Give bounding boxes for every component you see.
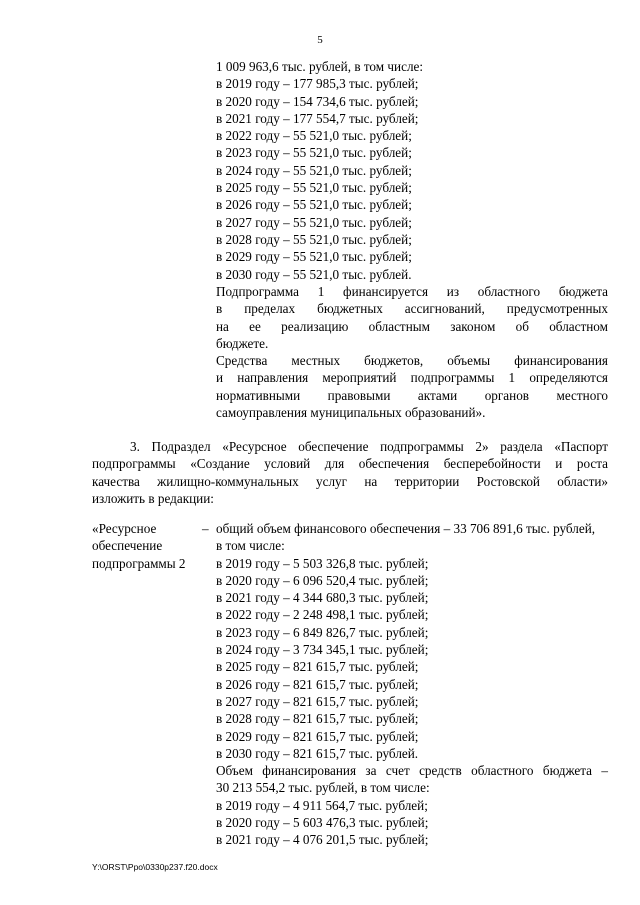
section-3-line: подпрограммы «Создание условий для обеспечения бесперебойности и роста <box>92 456 608 472</box>
resource-label-line: подпрограммы 2 <box>92 555 186 571</box>
paragraph-line: самоуправления муниципальных образований». <box>216 404 486 420</box>
section-3-line: 3. Подраздел «Ресурсное обеспечение подпрограммы 2» раздела «Паспорт <box>130 439 608 454</box>
funding-line: в 2023 году – 55 521,0 тыс. рублей; <box>216 145 412 161</box>
resource-line: в 2020 году – 5 603 476,3 тыс. рублей; <box>216 815 429 831</box>
resource-line: в 2027 году – 821 615,7 тыс. рублей; <box>216 693 419 709</box>
section-3-line: качества жилищно-коммунальных услуг на территории Ростовской области» <box>92 473 608 489</box>
resource-line: в 2023 году – 6 849 826,7 тыс. рублей; <box>216 624 429 640</box>
paragraph-regional-budget <box>216 283 608 352</box>
funding-line: в 2026 году – 55 521,0 тыс. рублей; <box>216 197 412 213</box>
funding-line: в 2020 году – 154 734,6 тыс. рублей; <box>216 93 419 109</box>
resource-line: в 2025 году – 821 615,7 тыс. рублей; <box>216 659 419 675</box>
footer-file-path: Y:\ORST\Ppo\0330p237.f20.docx <box>92 862 218 872</box>
section-3-paragraph <box>92 438 608 507</box>
resource-line: в 2028 году – 821 615,7 тыс. рублей; <box>216 711 419 727</box>
resource-line: в 2029 году – 821 615,7 тыс. рублей; <box>216 728 419 744</box>
funding-line: в 2022 году – 55 521,0 тыс. рублей; <box>216 128 412 144</box>
funding-line: в 2021 году – 177 554,7 тыс. рублей; <box>216 110 419 126</box>
funding-lines-subprogram-1 <box>216 58 608 283</box>
page-number: 5 <box>317 34 323 46</box>
paragraph-line: в пределах бюджетных ассигнований, предусмотренных <box>216 301 608 317</box>
resource-line: в 2024 году – 3 734 345,1 тыс. рублей; <box>216 642 429 658</box>
resource-label-line: «Ресурсное <box>92 521 157 536</box>
resource-line: в 2019 году – 4 911 564,7 тыс. рублей; <box>216 797 428 813</box>
resource-label-line: обеспечение <box>92 538 163 554</box>
resource-line: в 2021 году – 4 344 680,3 тыс. рублей; <box>216 590 429 606</box>
paragraph-line: нормативными правовыми актами органов местного <box>216 387 608 403</box>
funding-line: в 2029 году – 55 521,0 тыс. рублей; <box>216 249 412 265</box>
resource-value-cell <box>216 520 608 849</box>
funding-line: в 2024 году – 55 521,0 тыс. рублей; <box>216 162 412 178</box>
paragraph-line: бюджете. <box>216 335 269 351</box>
resource-line: в 2026 году – 821 615,7 тыс. рублей; <box>216 676 419 692</box>
funding-line: в 2030 году – 55 521,0 тыс. рублей. <box>216 266 412 282</box>
resource-line: 30 213 554,2 тыс. рублей, в том числе: <box>216 780 430 796</box>
resource-line: общий объем финансового обеспечения – 33 706 891,6 тыс. рублей, <box>216 521 596 536</box>
resource-line: Объем финансирования за счет средств областного бюджета – <box>216 763 608 779</box>
funding-line: 1 009 963,6 тыс. рублей, в том числе: <box>216 59 424 74</box>
resource-line: в 2020 году – 6 096 520,4 тыс. рублей; <box>216 572 429 588</box>
paragraph-line: и направления мероприятий подпрограммы 1 определяются <box>216 370 608 386</box>
funding-line: в 2019 году – 177 985,3 тыс. рублей; <box>216 76 419 92</box>
paragraph-line: на ее реализацию областным законом об областном <box>216 318 608 334</box>
funding-line: в 2025 году – 55 521,0 тыс. рублей; <box>216 180 412 196</box>
resource-line: в 2030 году – 821 615,7 тыс. рублей. <box>216 745 419 761</box>
resource-dash: – <box>202 521 209 536</box>
resource-line: в 2021 году – 4 076 201,5 тыс. рублей; <box>216 832 429 848</box>
resource-line: в том числе: <box>216 538 285 554</box>
resource-line: в 2019 году – 5 503 326,8 тыс. рублей; <box>216 555 429 571</box>
resource-line: в 2022 году – 2 248 498,1 тыс. рублей; <box>216 607 429 623</box>
paragraph-line: Подпрограмма 1 финансируется из областного бюджета <box>216 284 608 299</box>
paragraph-line: Средства местных бюджетов, объемы финансирования <box>216 353 608 368</box>
paragraph-local-budgets <box>216 352 608 421</box>
section-3-line: изложить в редакции: <box>92 490 214 506</box>
resource-label-cell <box>92 520 202 572</box>
funding-line: в 2028 году – 55 521,0 тыс. рублей; <box>216 231 412 247</box>
funding-line: в 2027 году – 55 521,0 тыс. рублей; <box>216 214 412 230</box>
